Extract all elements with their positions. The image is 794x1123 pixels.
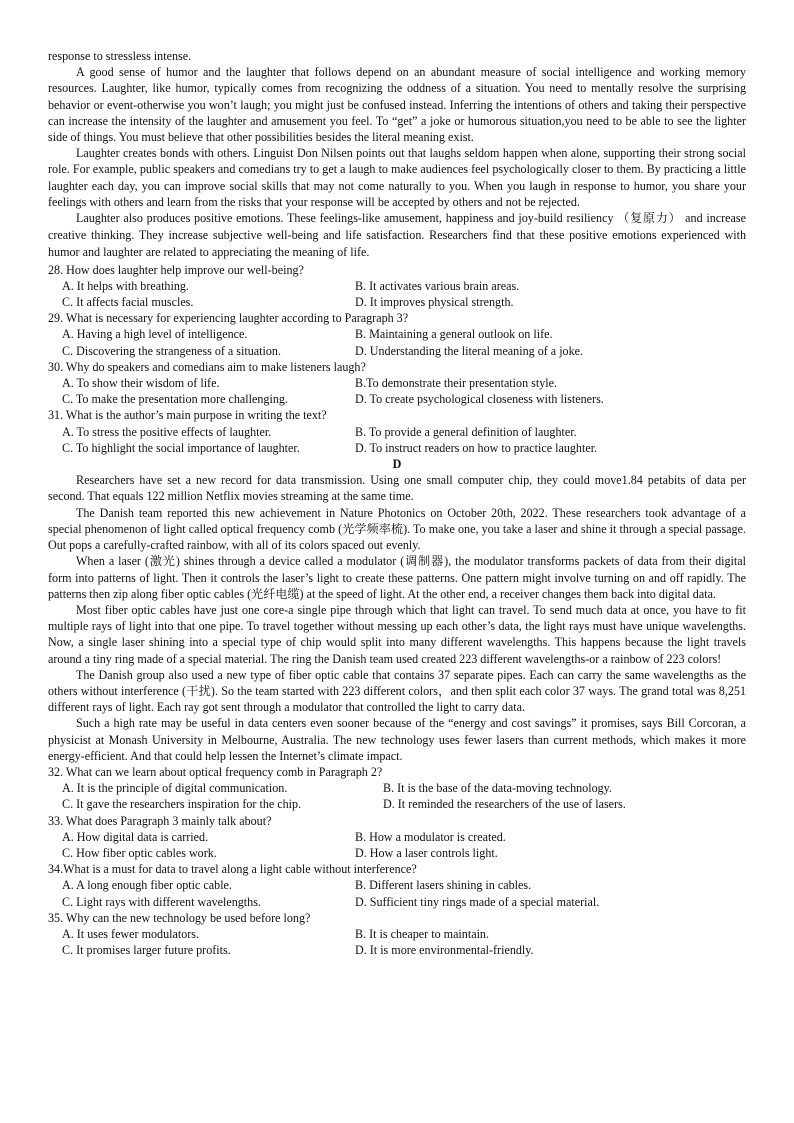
question-31: [48, 407, 746, 456]
option-a: A. Having a high level of intelligence.: [62, 327, 248, 342]
option-a: A. How digital data is carried.: [62, 829, 209, 844]
option-a: A. A long enough fiber optic cable.: [62, 878, 232, 893]
option-d: D. Sufficient tiny rings made of a special material.: [355, 894, 600, 909]
passage-c-paragraph-4: Laughter creates bonds with others. Linguist Don Nilsen points out that laughs seldom happen when alone, supporting their strong social role. For example, public speakers and comedians try to get a laugh to make audiences feel psychologically closer to them. By practicing a little laughter each day, you can improve social skills that may not come naturally to you. When you laugh in response to humor, you share your feelings with others and learn from the risks that your response will be accepted by others and not be rejected.: [48, 146, 746, 209]
option-c: C. It gave the researchers inspiration for the chip.: [62, 797, 302, 812]
passage-d-paragraph-5: The Danish group also used a new type of fiber optic cable that contains 37 separate pipes. Each can carry the same wavelengths as the others without interference (干扰). So the team started with 223 different colors，and then split each color 37 ways. The grand total was 8,251 different rays of light. Each ray got sent through a modulator that controlled the light to carry data.: [48, 667, 746, 715]
question-28: [48, 262, 746, 311]
passage-d-paragraph-1: Researchers have set a new record for data transmission. Using one small computer chip, they could move1.84 petabits of data per second. That equals 122 million Netflix movies streaming at the same time.: [48, 473, 746, 504]
passage-d-paragraph-6: Such a high rate may be useful in data centers even sooner because of the “energy and cost savings” it promises, says Bill Corcoran, a physicist at Monash University in Melbourne, Australia. The new technology uses fewer lasers than current methods, which makes it more energy-efficient. And that could help lessen the Internet’s climate impact.: [48, 716, 746, 763]
option-a: A. To show their wisdom of life.: [62, 376, 220, 391]
option-d: D. It improves physical strength.: [355, 295, 514, 310]
question-32: [48, 764, 746, 813]
option-b: B.To demonstrate their presentation style.: [355, 376, 558, 391]
option-a: A. It helps with breathing.: [62, 278, 189, 293]
option-b: B. Different lasers shining in cables.: [355, 878, 532, 893]
option-c: C. To highlight the social importance of laughter.: [62, 440, 300, 455]
question-stem: 28. How does laughter help improve our well-being?: [48, 262, 304, 277]
option-b: B. To provide a general definition of laughter.: [355, 424, 577, 439]
question-stem: 30. Why do speakers and comedians aim to make listeners laugh?: [48, 359, 366, 374]
option-d: D. To instruct readers on how to practice laughter.: [355, 440, 598, 455]
option-c: C. How fiber optic cables work.: [62, 845, 217, 860]
option-d: D. It reminded the researchers of the use of lasers.: [383, 797, 626, 812]
option-c: C. Light rays with different wavelengths.: [62, 894, 261, 909]
option-d: D. It is more environmental-friendly.: [355, 943, 534, 958]
option-b: B. It is the base of the data-moving technology.: [383, 781, 612, 796]
option-a: A. It uses fewer modulators.: [62, 926, 200, 941]
question-33: [48, 813, 746, 862]
option-d: D. Understanding the literal meaning of a joke.: [355, 343, 584, 358]
option-d: D. To create psychological closeness with listeners.: [355, 392, 604, 407]
question-34: [48, 861, 746, 910]
option-c: C. It affects facial muscles.: [62, 295, 194, 310]
passage-d-heading: D: [392, 457, 402, 472]
option-b: B. It is cheaper to maintain.: [355, 926, 489, 941]
option-b: B. Maintaining a general outlook on life.: [355, 327, 553, 342]
question-30: [48, 359, 746, 408]
passage-d-paragraph-4: Most fiber optic cables have just one core-a single pipe through which that light can travel. To send much data at once, you have to fit multiple rays of light into that one pipe. To travel together without messing up each other’s data, the light rays must have unique wavelengths. Now, a single laser shining into a special type of chip would split into many different wavelengths. This happens because the light travels around a tiny ring made of a special material. The ring the Danish team used created 223 different wavelengths-or a rainbow of 223 colors!: [48, 602, 746, 666]
option-a: A. To stress the positive effects of laughter.: [62, 424, 272, 439]
passage-d-paragraph-3: When a laser (激光) shines through a device called a modulator (调制器), the modulator transforms packets of data from their digital form into patterns of light. Then it controls the laser’s light to create these patterns. One pattern might involve turning on and off rapidly. The patterns then zip along fiber optic cables (光纤电缆) at the speed of light. At the other end, a receiver changes them back into digital data.: [48, 554, 746, 601]
exam-page: [48, 48, 746, 958]
question-29: [48, 310, 746, 359]
option-d: D. How a laser controls light.: [355, 845, 498, 860]
passage-c-fragment: response to stressless intense.: [48, 49, 192, 63]
question-stem: 35. Why can the new technology be used before long?: [48, 910, 311, 925]
option-c: C. It promises larger future profits.: [62, 943, 231, 958]
passage-d-paragraph-2: The Danish team reported this new achievement in Nature Photonics on October 20th, 2022. These researchers took advantage of a special phenomenon of light called optical frequency comb (光学频率梳). To make one, you take a laser and shine it through a special passage. Out pops a carefully-crafted rainbow, with all of its colors spaced out evenly.: [48, 505, 746, 553]
question-stem: 31. What is the author’s main purpose in writing the text?: [48, 408, 327, 423]
question-stem: 29. What is necessary for experiencing laughter according to Paragraph 3?: [48, 311, 409, 326]
option-c: C. To make the presentation more challenging.: [62, 392, 288, 407]
passage-c-paragraph-5: Laughter also produces positive emotions. These feelings-like amusement, happiness and joy-build resiliency （复原力） and increase creative thinking. They increase subjective well-being and life satisfaction. Researchers find that these positive emotions experienced with humor and laughter are related to appreciating the meaning of life.: [48, 211, 746, 260]
question-stem: 32. What can we learn about optical frequency comb in Paragraph 2?: [48, 764, 383, 779]
passage-c-paragraph-3: A good sense of humor and the laughter that follows depend on an abundant measure of social intelligence and working memory resources. Laughter, like humor, typically comes from recognizing the oddness of a situation. You need to mentally resolve the surprising behavior or event-otherwise you won’t laugh; you might just be confused instead. Inferring the intentions of others and taking their perspective can increase the intensity of the laughter and amusement you feel. To “get” a joke or humorous situation,you need to be able to see the lighter side of things. You must believe that other possibilities besides the literal meaning exist.: [48, 65, 746, 145]
option-a: A. It is the principle of digital communication.: [62, 781, 288, 796]
question-35: [48, 910, 746, 959]
option-c: C. Discovering the strangeness of a situation.: [62, 343, 281, 358]
option-b: B. How a modulator is created.: [355, 829, 506, 844]
question-stem: 34.What is a must for data to travel along a light cable without interference?: [48, 862, 417, 877]
question-stem: 33. What does Paragraph 3 mainly talk about?: [48, 813, 272, 828]
option-b: B. It activates various brain areas.: [355, 278, 520, 293]
